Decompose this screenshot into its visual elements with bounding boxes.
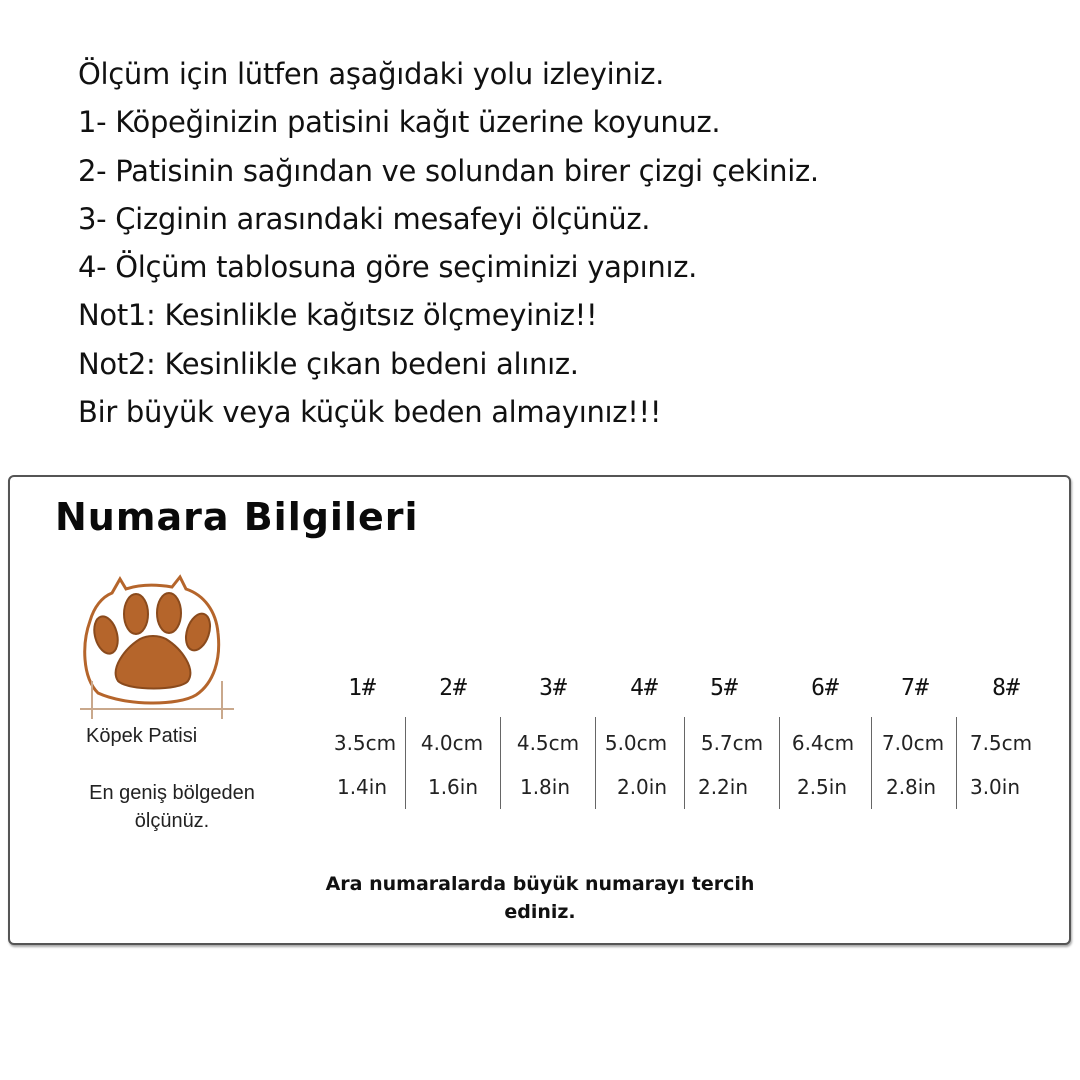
size-advice-line-1: Ara numaralarda büyük numarayı tercih: [325, 873, 755, 895]
size-advice-note: [250, 870, 830, 926]
instruction-note-1: Not1: Kesinlikle kağıtsız ölçmeyiniz!!: [78, 298, 598, 333]
instruction-intro: Ölçüm için lütfen aşağıdaki yolu izleyiniz.: [78, 57, 665, 91]
instruction-step-4: 4- Ölçüm tablosuna göre seçiminizi yapınız.: [78, 250, 698, 285]
size-number: 2#: [439, 675, 467, 701]
size-inch: 1.8in: [519, 775, 571, 799]
instruction-step-3: 3- Çizginin arasındaki mesafeyi ölçünüz.: [78, 201, 651, 236]
size-number: 6#: [811, 675, 839, 701]
instructions-block: [78, 50, 1038, 436]
size-inch: 3.0in: [969, 775, 1021, 799]
size-number: 7#: [901, 675, 929, 701]
instruction-step-1: 1- Köpeğinizin patisini kağıt üzerine koyunuz.: [78, 105, 721, 140]
size-inch: 1.6in: [427, 775, 479, 799]
size-cm: 6.4cm: [791, 731, 855, 755]
size-cm: 5.7cm: [700, 731, 764, 755]
size-number: 5#: [710, 675, 738, 701]
size-cm: 4.5cm: [516, 731, 580, 755]
size-advice-line-2: ediniz.: [504, 901, 576, 923]
paw-note: [62, 779, 282, 835]
paw-label: Köpek Patisi: [86, 725, 198, 747]
paw-note-line-1: En geniş bölgeden: [89, 782, 255, 804]
size-cm: 3.5cm: [333, 731, 397, 755]
paw-note-line-2: ölçünüz.: [134, 810, 210, 832]
size-cm: 7.0cm: [881, 731, 945, 755]
size-number: 8#: [992, 675, 1020, 701]
size-inch: 1.4in: [336, 775, 388, 799]
instruction-note-2: Not2: Kesinlikle çıkan bedeni alınız.: [78, 346, 579, 381]
size-inch: 2.0in: [616, 775, 668, 799]
dog-paw-icon: [76, 573, 236, 719]
size-cm: 5.0cm: [604, 731, 668, 755]
instruction-step-2: 2- Patisinin sağından ve solundan birer çizgi çekiniz.: [78, 153, 819, 188]
column-divider: [405, 717, 406, 809]
size-cm: 7.5cm: [969, 731, 1033, 755]
size-inch: 2.2in: [697, 775, 749, 799]
size-chart-title: Numara Bilgileri: [55, 495, 419, 539]
size-inch: 2.8in: [885, 775, 937, 799]
size-number: 4#: [630, 675, 658, 701]
size-chart-box: [8, 475, 1071, 945]
size-number: 3#: [539, 675, 567, 701]
size-number: 1#: [348, 675, 376, 701]
instruction-note-3: Bir büyük veya küçük beden almayınız!!!: [78, 395, 662, 430]
size-cm: 4.0cm: [420, 731, 484, 755]
size-inch: 2.5in: [796, 775, 848, 799]
